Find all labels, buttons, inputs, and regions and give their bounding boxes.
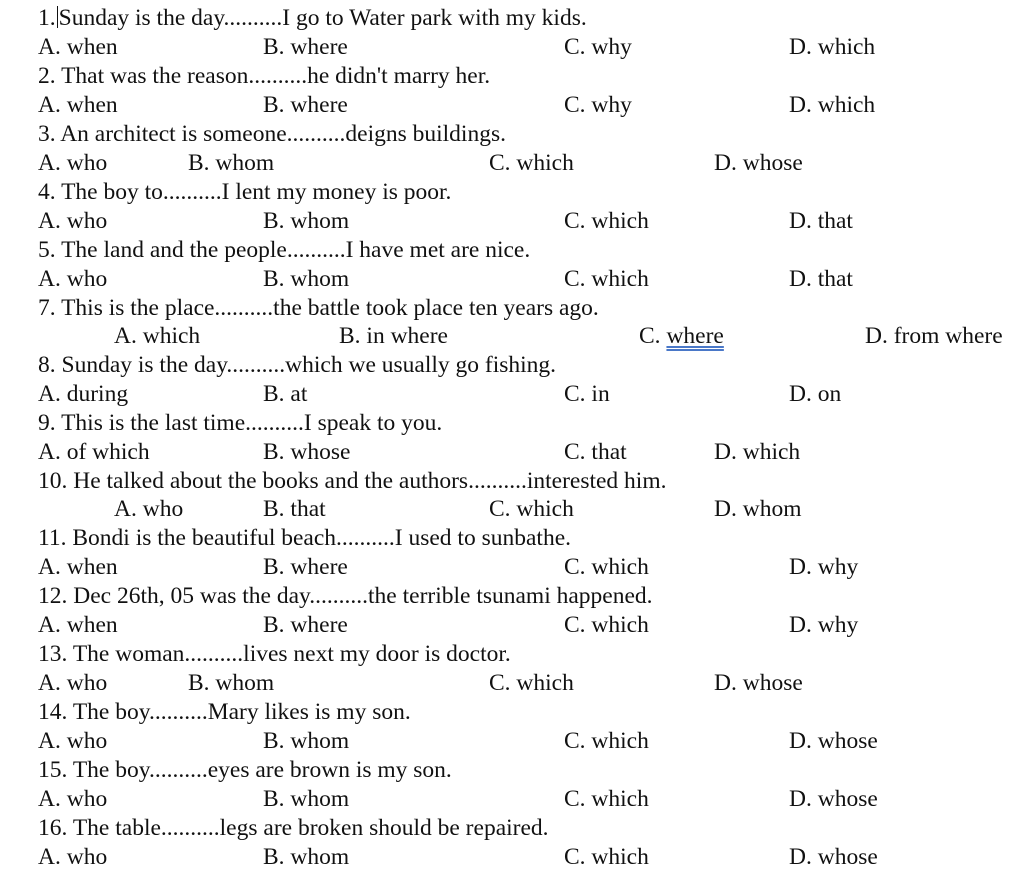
answer-option[interactable]: B. whom [188, 670, 275, 696]
answer-option[interactable]: D. from where [865, 323, 1003, 349]
answer-option[interactable]: B. where [263, 34, 348, 60]
options-row [0, 553, 1024, 582]
answer-option[interactable] [639, 322, 724, 351]
answer-option[interactable]: A. of which [38, 439, 150, 465]
answer-option[interactable]: D. that [789, 266, 853, 292]
options-row [0, 495, 1024, 524]
answer-option[interactable]: D. whom [714, 496, 802, 522]
question-text: 5. The land and the people..........I have met are nice. [38, 237, 531, 263]
answer-option[interactable]: D. whose [789, 728, 878, 754]
question-row [0, 582, 1024, 611]
question-row [0, 120, 1024, 149]
question-body: Sunday is the day..........I go to Water park with my kids. [58, 5, 587, 31]
answer-option[interactable]: D. which [789, 34, 876, 60]
question-row [0, 756, 1024, 785]
question-row [0, 294, 1024, 323]
question-row [0, 236, 1024, 265]
answer-option[interactable]: B. that [263, 496, 326, 522]
answer-option[interactable]: A. during [38, 381, 129, 407]
answer-option[interactable]: A. when [38, 34, 118, 60]
answer-option[interactable]: B. where [263, 554, 348, 580]
question-text: 2. That was the reason..........he didn't marry her. [38, 63, 491, 89]
question-row [0, 814, 1024, 843]
question-row [0, 698, 1024, 727]
answer-option[interactable]: D. which [789, 92, 876, 118]
options-row [0, 843, 1024, 872]
answer-option[interactable]: A. who [114, 496, 184, 522]
answer-option[interactable]: C. which [489, 670, 574, 696]
answer-option[interactable]: B. in where [339, 323, 448, 349]
options-row [0, 91, 1024, 120]
answer-option[interactable]: A. who [38, 266, 108, 292]
question-text: 15. The boy..........eyes are brown is my son. [38, 757, 452, 783]
question-text: 4. The boy to..........I lent my money is poor. [38, 179, 452, 205]
question-text: 14. The boy..........Mary likes is my son. [38, 699, 411, 725]
answer-option[interactable]: C. in [564, 381, 610, 407]
answer-option[interactable]: B. whom [188, 150, 275, 176]
answer-option[interactable]: A. when [38, 612, 118, 638]
question-row [0, 409, 1024, 438]
answer-option[interactable]: D. whose [714, 150, 803, 176]
answer-option[interactable]: B. where [263, 612, 348, 638]
question-text: 8. Sunday is the day..........which we usually go fishing. [38, 352, 557, 378]
options-row [0, 727, 1024, 756]
question-row [0, 351, 1024, 380]
options-row [0, 322, 1024, 351]
question-text: 7. This is the place..........the battle took place ten years ago. [38, 295, 599, 321]
answer-option[interactable]: C. why [564, 34, 632, 60]
options-row [0, 669, 1024, 698]
answer-option[interactable]: A. who [38, 670, 108, 696]
question-text: 11. Bondi is the beautiful beach..........I used to sunbathe. [38, 525, 571, 551]
question-text: 3. An architect is someone..........deigns buildings. [38, 121, 506, 147]
answer-option[interactable]: C. which [564, 266, 649, 292]
options-row [0, 611, 1024, 640]
options-row [0, 438, 1024, 467]
answer-option[interactable]: B. whose [263, 439, 351, 465]
answer-option[interactable]: B. whom [263, 786, 350, 812]
answer-option[interactable]: D. that [789, 208, 853, 234]
answer-option[interactable]: C. which [489, 150, 574, 176]
options-row [0, 265, 1024, 294]
answer-option[interactable]: D. on [789, 381, 842, 407]
answer-option[interactable]: C. that [564, 439, 627, 465]
question-row [0, 467, 1024, 496]
answer-option[interactable]: A. who [38, 150, 108, 176]
answer-option[interactable]: B. whom [263, 266, 350, 292]
question-text: 16. The table..........legs are broken should be repaired. [38, 815, 549, 841]
question-row [0, 178, 1024, 207]
options-row [0, 785, 1024, 814]
question-number: 1. [38, 5, 56, 31]
answer-option[interactable]: A. who [38, 786, 108, 812]
options-row [0, 33, 1024, 62]
question-text: 13. The woman..........lives next my door is doctor. [38, 641, 511, 667]
option-word-grammar-flagged: where [666, 323, 724, 349]
answer-option[interactable]: C. which [564, 844, 649, 870]
options-row [0, 207, 1024, 236]
answer-option[interactable]: C. which [564, 208, 649, 234]
answer-option[interactable]: B. at [263, 381, 308, 407]
question-text: 12. Dec 26th, 05 was the day..........the terrible tsunami happened. [38, 583, 653, 609]
answer-option[interactable]: A. which [114, 323, 201, 349]
answer-option[interactable]: C. which [489, 496, 574, 522]
question-row [0, 62, 1024, 91]
answer-option[interactable]: A. who [38, 728, 108, 754]
answer-option[interactable]: B. where [263, 92, 348, 118]
answer-option[interactable]: D. whose [714, 670, 803, 696]
answer-option[interactable]: D. whose [789, 786, 878, 812]
question-row [0, 4, 1024, 33]
options-row [0, 149, 1024, 178]
answer-option[interactable]: D. which [714, 439, 801, 465]
answer-option[interactable]: C. which [564, 612, 649, 638]
answer-option[interactable]: C. why [564, 92, 632, 118]
question-text: 9. This is the last time..........I speak to you. [38, 410, 443, 436]
text-cursor [57, 6, 58, 28]
answer-option[interactable]: C. which [564, 554, 649, 580]
question-row [0, 640, 1024, 669]
answer-option[interactable]: B. whom [263, 844, 350, 870]
answer-option[interactable]: A. when [38, 554, 118, 580]
question-text: 10. He talked about the books and the authors..........interested him. [38, 468, 667, 494]
question-text [38, 4, 587, 33]
answer-option[interactable]: D. why [789, 612, 859, 638]
option-letter: C. [639, 323, 667, 349]
answer-option[interactable]: C. which [564, 786, 649, 812]
answer-option[interactable]: B. whom [263, 728, 350, 754]
options-row [0, 380, 1024, 409]
answer-option[interactable]: D. why [789, 554, 859, 580]
answer-option[interactable]: C. which [564, 728, 649, 754]
answer-option[interactable]: A. who [38, 208, 108, 234]
answer-option[interactable]: D. whose [789, 844, 878, 870]
answer-option[interactable]: A. when [38, 92, 118, 118]
answer-option[interactable]: B. whom [263, 208, 350, 234]
answer-option[interactable]: A. who [38, 844, 108, 870]
question-row [0, 524, 1024, 553]
